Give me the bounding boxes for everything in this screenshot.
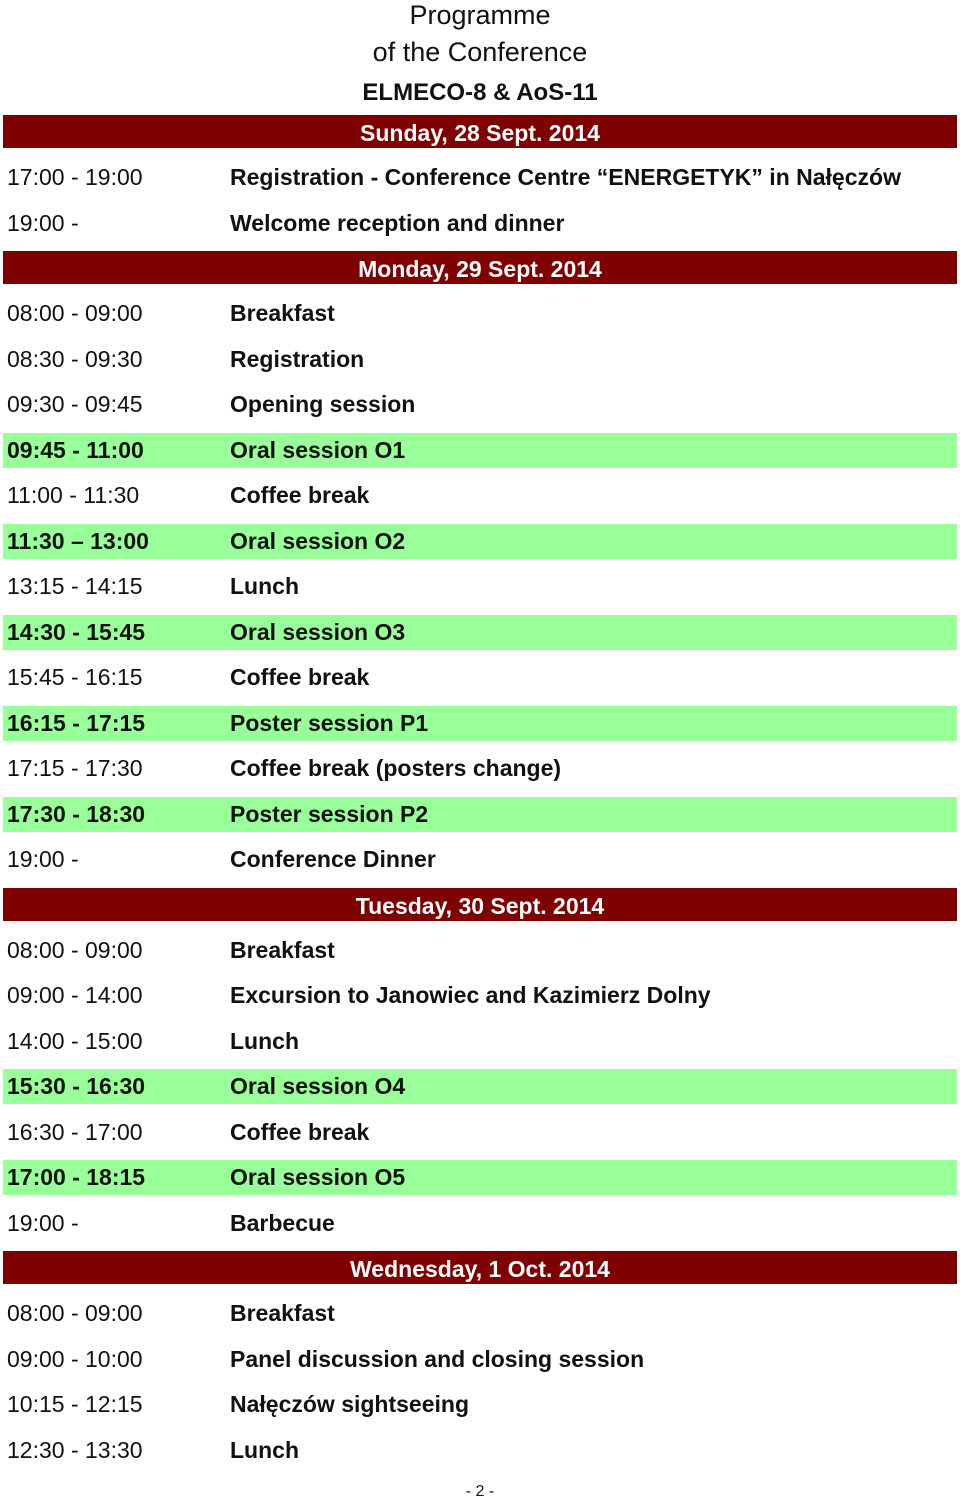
event-name: Registration - Conference Centre “ENERGETYK” in Nałęczów [230, 164, 901, 190]
schedule-row [3, 842, 957, 877]
event-name: Poster session P2 [230, 800, 429, 827]
time-slot: 09:00 - 14:00 [7, 982, 143, 1008]
schedule-row [3, 478, 957, 513]
time-slot: 11:30 – 13:00 [7, 527, 149, 554]
time-slot: 12:30 - 13:30 [7, 1436, 143, 1463]
schedule-row [3, 978, 957, 1013]
event-name: Panel discussion and closing session [230, 1345, 645, 1372]
time-slot: 19:00 - [7, 209, 79, 236]
event-name: Breakfast [230, 1300, 335, 1326]
session-row [3, 1160, 957, 1195]
event-name: Coffee break (posters change) [230, 755, 562, 781]
time-slot: 14:30 - 15:45 [7, 618, 146, 645]
programme-header [0, 0, 960, 114]
schedule-row [3, 1296, 957, 1331]
event-name: Nałęczów sightseeing [230, 1391, 470, 1417]
event-name: Breakfast [230, 936, 335, 963]
time-slot: 16:30 - 17:00 [7, 1118, 143, 1145]
time-slot: 08:00 - 09:00 [7, 1300, 143, 1326]
event-name: Welcome reception and dinner [230, 209, 565, 236]
event-name: Oral session O3 [230, 618, 406, 645]
time-slot: 08:30 - 09:30 [7, 345, 143, 372]
time-slot: 16:15 - 17:15 [7, 709, 146, 736]
event-name: Breakfast [230, 300, 335, 326]
time-slot: 08:00 - 09:00 [7, 936, 143, 963]
header-title: Programme [409, 0, 551, 30]
header-subtitle: of the Conference [372, 37, 588, 67]
day-title: Wednesday, 1 Oct. 2014 [350, 1256, 610, 1282]
event-name: Barbecue [230, 1209, 335, 1236]
schedule-row [3, 296, 957, 331]
schedule-row [3, 1433, 957, 1468]
day-header [3, 251, 957, 284]
event-name: Poster session P1 [230, 709, 429, 736]
time-slot: 10:15 - 12:15 [7, 1391, 143, 1417]
time-slot: 15:45 - 16:15 [7, 664, 143, 690]
session-row [3, 706, 957, 741]
event-name: Registration [230, 345, 365, 372]
schedule-row [3, 1115, 957, 1150]
schedule-row [3, 569, 957, 604]
time-slot: 14:00 - 15:00 [7, 1027, 143, 1054]
schedule-row [3, 342, 957, 377]
schedule-row [3, 1024, 957, 1059]
event-name: Coffee break [230, 482, 370, 508]
schedule-row [3, 933, 957, 968]
time-slot: 17:00 - 19:00 [7, 164, 143, 190]
schedule-row [3, 160, 957, 195]
schedule-row [3, 1342, 957, 1377]
event-name: Oral session O4 [230, 1073, 406, 1099]
time-slot: 17:15 - 17:30 [7, 755, 143, 781]
day-title: Monday, 29 Sept. 2014 [358, 256, 602, 282]
event-name: Lunch [230, 1436, 299, 1463]
event-name: Lunch [230, 1027, 299, 1054]
day-header [3, 1251, 957, 1284]
session-row [3, 797, 957, 832]
schedule-table [3, 115, 957, 1478]
event-name: Conference Dinner [230, 846, 436, 872]
session-row [3, 1069, 957, 1104]
time-slot: 15:30 - 16:30 [7, 1073, 146, 1099]
time-slot: 11:00 - 11:30 [7, 482, 140, 508]
session-row [3, 524, 957, 559]
day-title: Tuesday, 30 Sept. 2014 [355, 892, 605, 919]
session-row [3, 615, 957, 650]
schedule-row [3, 206, 957, 241]
event-name: Coffee break [230, 664, 370, 690]
event-name: Opening session [230, 391, 416, 417]
time-slot: 08:00 - 09:00 [7, 300, 143, 326]
schedule-row [3, 1206, 957, 1241]
time-slot: 17:00 - 18:15 [7, 1164, 146, 1190]
schedule-row [3, 387, 957, 422]
time-slot: 19:00 - [7, 846, 79, 872]
event-name: Coffee break [230, 1118, 370, 1145]
conference-name: ELMECO-8 & AoS-11 [362, 79, 598, 106]
time-slot: 13:15 - 14:15 [7, 573, 143, 599]
event-name: Oral session O2 [230, 527, 406, 554]
event-name: Oral session O5 [230, 1164, 406, 1190]
day-header [3, 888, 957, 921]
event-name: Lunch [230, 573, 299, 599]
page-number: - 2 - [465, 1483, 495, 1500]
time-slot: 17:30 - 18:30 [7, 800, 146, 827]
time-slot: 09:30 - 09:45 [7, 391, 143, 417]
schedule-row [3, 660, 957, 695]
schedule-row [3, 1387, 957, 1422]
event-name: Excursion to Janowiec and Kazimierz Dolny [230, 982, 711, 1008]
event-name: Oral session O1 [230, 436, 406, 463]
session-row [3, 433, 957, 468]
schedule-row [3, 751, 957, 786]
time-slot: 09:45 - 11:00 [7, 436, 144, 463]
day-header [3, 115, 957, 148]
day-title: Sunday, 28 Sept. 2014 [360, 120, 600, 146]
time-slot: 09:00 - 10:00 [7, 1345, 143, 1372]
time-slot: 19:00 - [7, 1209, 79, 1236]
